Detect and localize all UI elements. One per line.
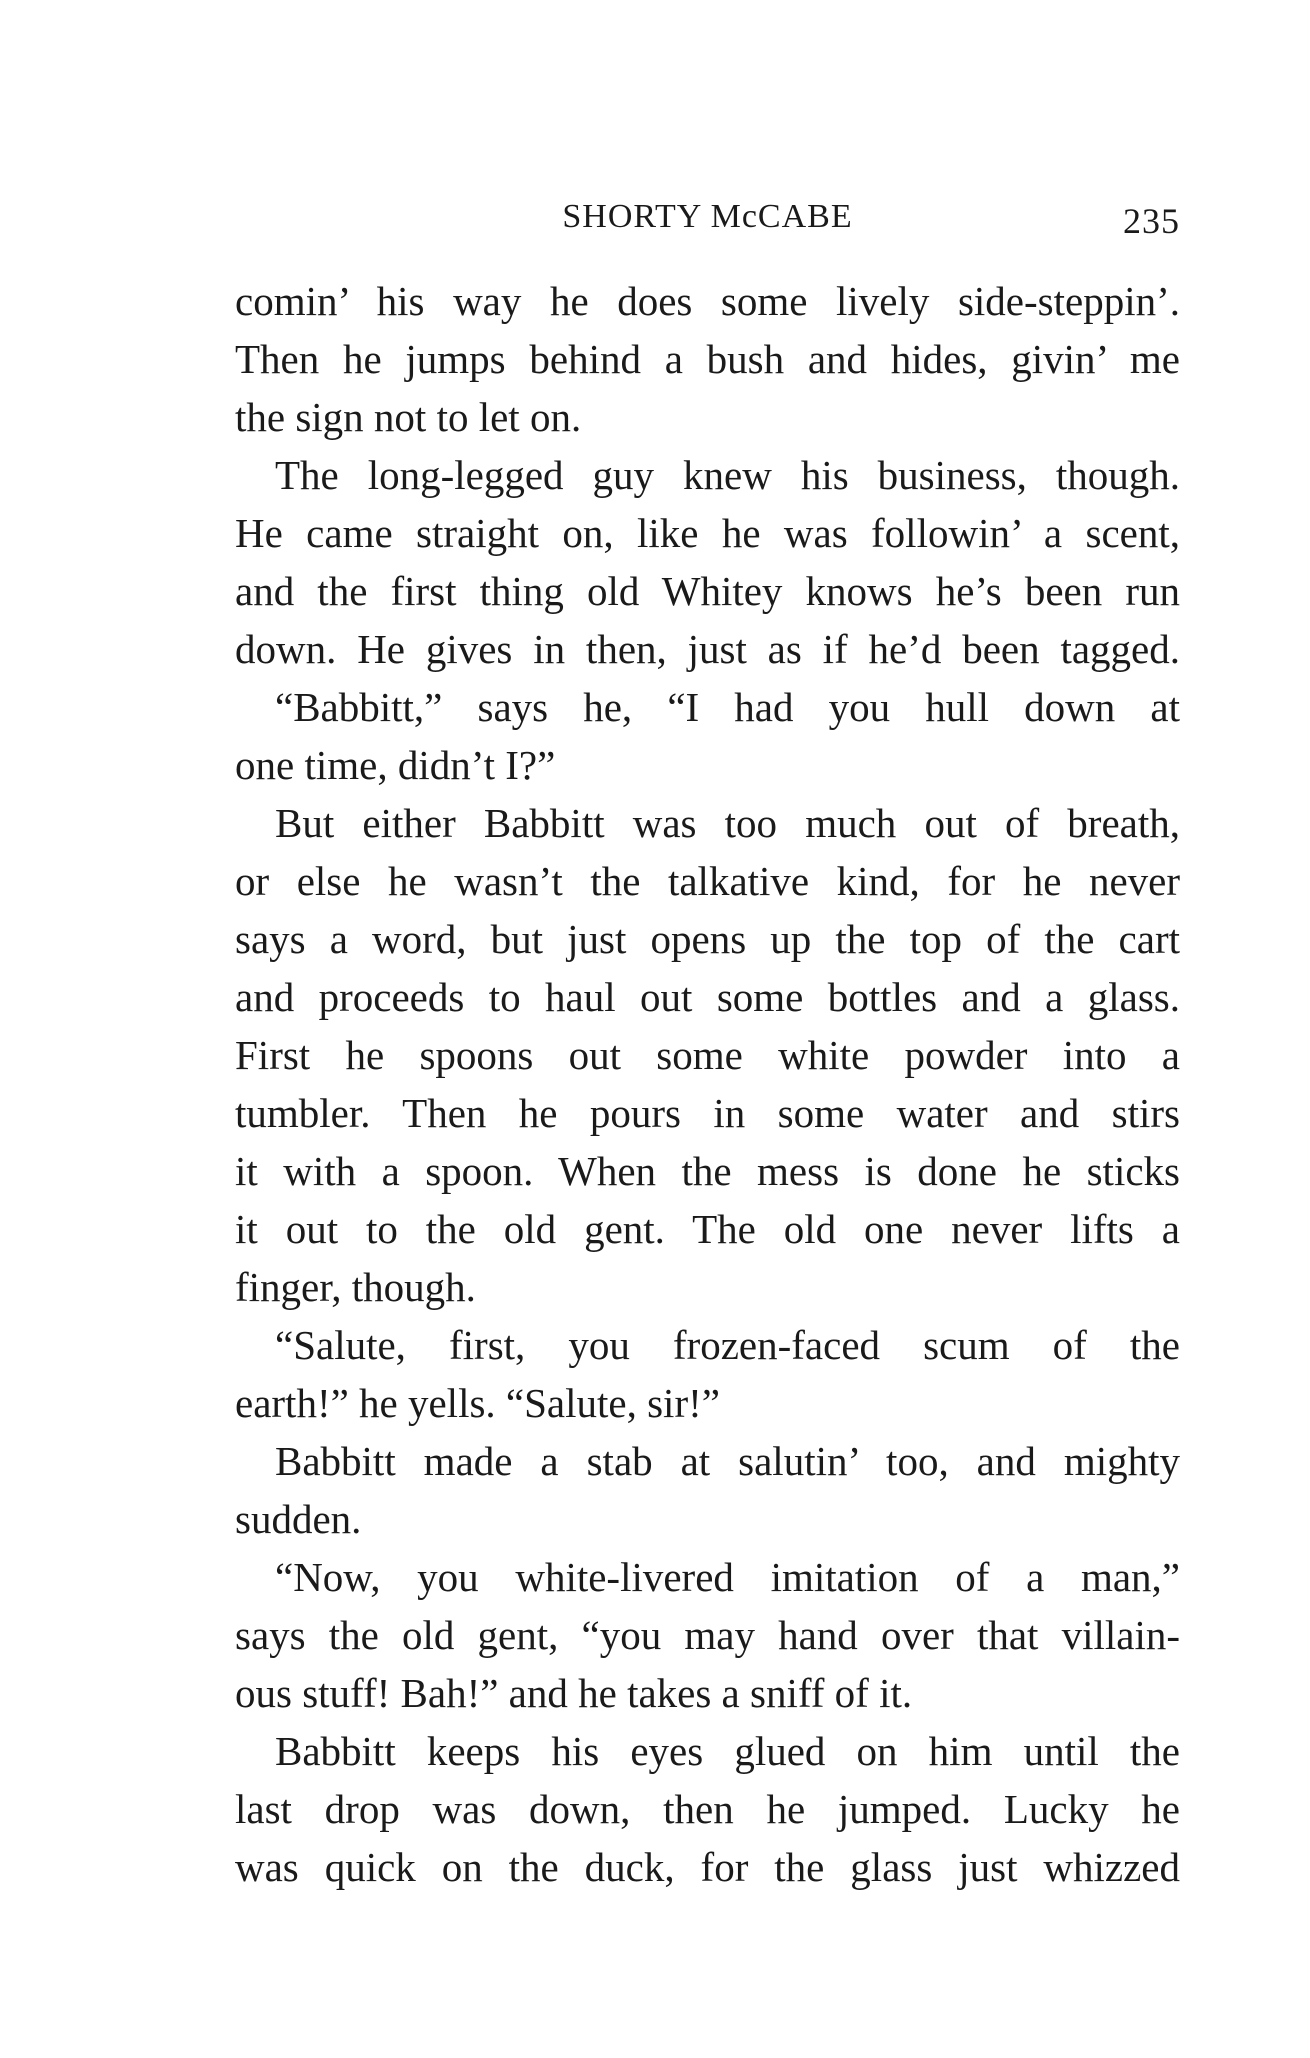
- text-line: Babbitt made a stab at salutin’ too, and mighty: [275, 1438, 1180, 1484]
- text-line: was quick on the duck, for the glass just whizzed: [235, 1844, 1180, 1890]
- text-line: tumbler. Then he pours in some water and stirs: [235, 1090, 1180, 1136]
- page-number: 235: [1123, 201, 1180, 241]
- text-line: down. He gives in then, just as if he’d been tagged.: [235, 626, 1180, 672]
- text-line: says the old gent, “you may hand over that villain-: [235, 1612, 1180, 1658]
- text-line: last drop was down, then he jumped. Lucky he: [235, 1786, 1180, 1832]
- text-line: comin’ his way he does some lively side-steppin’.: [235, 278, 1180, 324]
- text-line: or else he wasn’t the talkative kind, for he never: [235, 858, 1180, 904]
- text-line: ous stuff! Bah!” and he takes a sniff of it.: [235, 1670, 913, 1716]
- text-line: Then he jumps behind a bush and hides, givin’ me: [235, 336, 1180, 382]
- text-line: The long-legged guy knew his business, though.: [275, 452, 1180, 498]
- text-line: and proceeds to haul out some bottles and a glass.: [235, 974, 1180, 1020]
- text-line: First he spoons out some white powder into a: [235, 1032, 1180, 1078]
- text-line: But either Babbitt was too much out of breath,: [275, 800, 1180, 846]
- text-line: it with a spoon. When the mess is done he sticks: [235, 1148, 1180, 1194]
- text-line: He came straight on, like he was followin’ a scent,: [235, 510, 1180, 556]
- body-text: [235, 272, 1180, 1896]
- text-line: “Salute, first, you frozen-faced scum of the: [275, 1322, 1180, 1368]
- text-line: it out to the old gent. The old one never lifts a: [235, 1206, 1180, 1252]
- text-line: earth!” he yells. “Salute, sir!”: [235, 1380, 720, 1426]
- text-line: says a word, but just opens up the top of the cart: [235, 916, 1180, 962]
- text-line: one time, didn’t I?”: [235, 742, 556, 788]
- text-line: sudden.: [235, 1496, 362, 1542]
- text-line: Babbitt keeps his eyes glued on him until the: [275, 1728, 1180, 1774]
- running-head: [235, 192, 1180, 242]
- text-line: “Babbitt,” says he, “I had you hull down at: [275, 684, 1180, 730]
- text-line: finger, though.: [235, 1264, 476, 1310]
- text-line: “Now, you white-livered imitation of a man,”: [275, 1554, 1180, 1600]
- text-line: and the first thing old Whitey knows he’s been run: [235, 568, 1180, 614]
- running-title: SHORTY McCABE: [562, 198, 853, 235]
- text-line: the sign not to let on.: [235, 394, 582, 440]
